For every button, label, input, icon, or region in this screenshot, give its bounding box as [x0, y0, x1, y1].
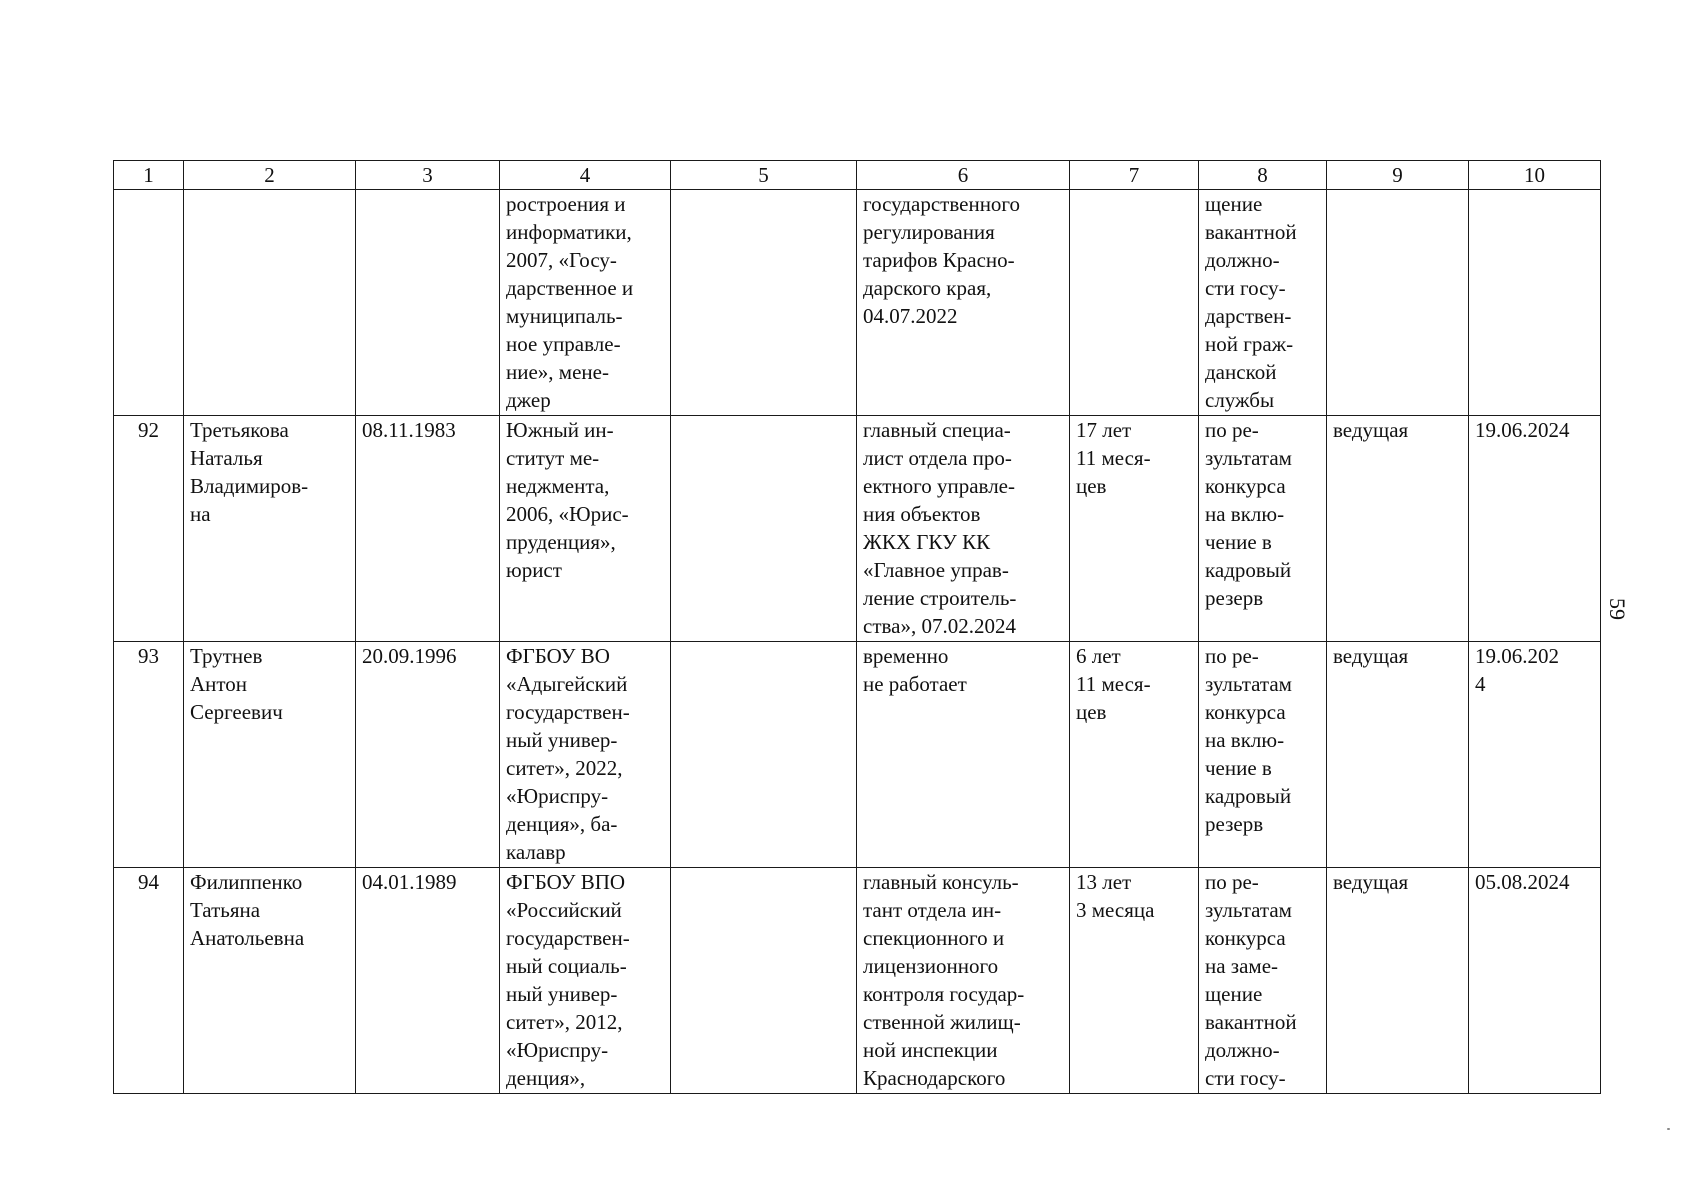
header-row — [114, 161, 1601, 190]
position-group: ведущая — [1327, 416, 1469, 642]
position: главный специа- лист отдела про- ектного управле- ния объектов ЖКХ ГКУ КК «Главное управ- ление строитель- ства», 07.02.2024 — [857, 416, 1070, 642]
row-number: 94 — [114, 868, 184, 1094]
inclusion-date — [1469, 190, 1601, 416]
table-row — [114, 416, 1601, 642]
basis: щение вакантной должно- сти госу- дарствен- ной граж- данской службы — [1199, 190, 1327, 416]
header-col-9: 9 — [1327, 161, 1469, 190]
birth-date: 20.09.1996 — [356, 642, 500, 868]
inclusion-date: 19.06.202 4 — [1469, 642, 1601, 868]
row-number: 93 — [114, 642, 184, 868]
row-number — [114, 190, 184, 416]
header-col-7: 7 — [1070, 161, 1199, 190]
education: ростроения и информатики, 2007, «Госу- дарственное и муниципаль- ное управле- ние», мене- джер — [500, 190, 671, 416]
column-5-cell — [671, 190, 857, 416]
full-name: Третьякова Наталья Владимиров- на — [184, 416, 356, 642]
full-name: Трутнев Антон Сергеевич — [184, 642, 356, 868]
basis: по ре- зультатам конкурса на вклю- чение в кадровый резерв — [1199, 642, 1327, 868]
personnel-table — [113, 160, 1601, 1094]
scan-speck — [1667, 1128, 1670, 1130]
table-row — [114, 190, 1601, 416]
header-col-6: 6 — [857, 161, 1070, 190]
full-name: Филиппенко Татьяна Анатольевна — [184, 868, 356, 1094]
inclusion-date: 05.08.2024 — [1469, 868, 1601, 1094]
table-row — [114, 868, 1601, 1094]
header-col-10: 10 — [1469, 161, 1601, 190]
inclusion-date: 19.06.2024 — [1469, 416, 1601, 642]
birth-date: 04.01.1989 — [356, 868, 500, 1094]
position-group — [1327, 190, 1469, 416]
page-number: 59 — [1605, 598, 1630, 620]
education: ФГБОУ ВО «Адыгейский государствен- ный универ- ситет», 2022, «Юриспру- денция», ба- калавр — [500, 642, 671, 868]
full-name — [184, 190, 356, 416]
position: государственного регулирования тарифов Красно- дарского края, 04.07.2022 — [857, 190, 1070, 416]
column-5-cell — [671, 642, 857, 868]
header-col-5: 5 — [671, 161, 857, 190]
basis: по ре- зультатам конкурса на вклю- чение в кадровый резерв — [1199, 416, 1327, 642]
column-5-cell — [671, 416, 857, 642]
position-group: ведущая — [1327, 868, 1469, 1094]
education: ФГБОУ ВПО «Российский государствен- ный социаль- ный универ- ситет», 2012, «Юриспру- денция», — [500, 868, 671, 1094]
birth-date: 08.11.1983 — [356, 416, 500, 642]
education: Южный ин- ститут ме- неджмента, 2006, «Юрис- пруденция», юрист — [500, 416, 671, 642]
table-row — [114, 642, 1601, 868]
service-length: 6 лет 11 меся- цев — [1070, 642, 1199, 868]
header-col-8: 8 — [1199, 161, 1327, 190]
service-length — [1070, 190, 1199, 416]
birth-date — [356, 190, 500, 416]
header-col-3: 3 — [356, 161, 500, 190]
header-col-2: 2 — [184, 161, 356, 190]
header-col-1: 1 — [114, 161, 184, 190]
position-group: ведущая — [1327, 642, 1469, 868]
service-length: 13 лет 3 месяца — [1070, 868, 1199, 1094]
basis: по ре- зультатам конкурса на заме- щение вакантной должно- сти госу- — [1199, 868, 1327, 1094]
header-col-4: 4 — [500, 161, 671, 190]
position: временно не работает — [857, 642, 1070, 868]
service-length: 17 лет 11 меся- цев — [1070, 416, 1199, 642]
column-5-cell — [671, 868, 857, 1094]
row-number: 92 — [114, 416, 184, 642]
position: главный консуль- тант отдела ин- спекционного и лицензионного контроля государ- ственной жилищ- ной инспекции Краснодарского — [857, 868, 1070, 1094]
